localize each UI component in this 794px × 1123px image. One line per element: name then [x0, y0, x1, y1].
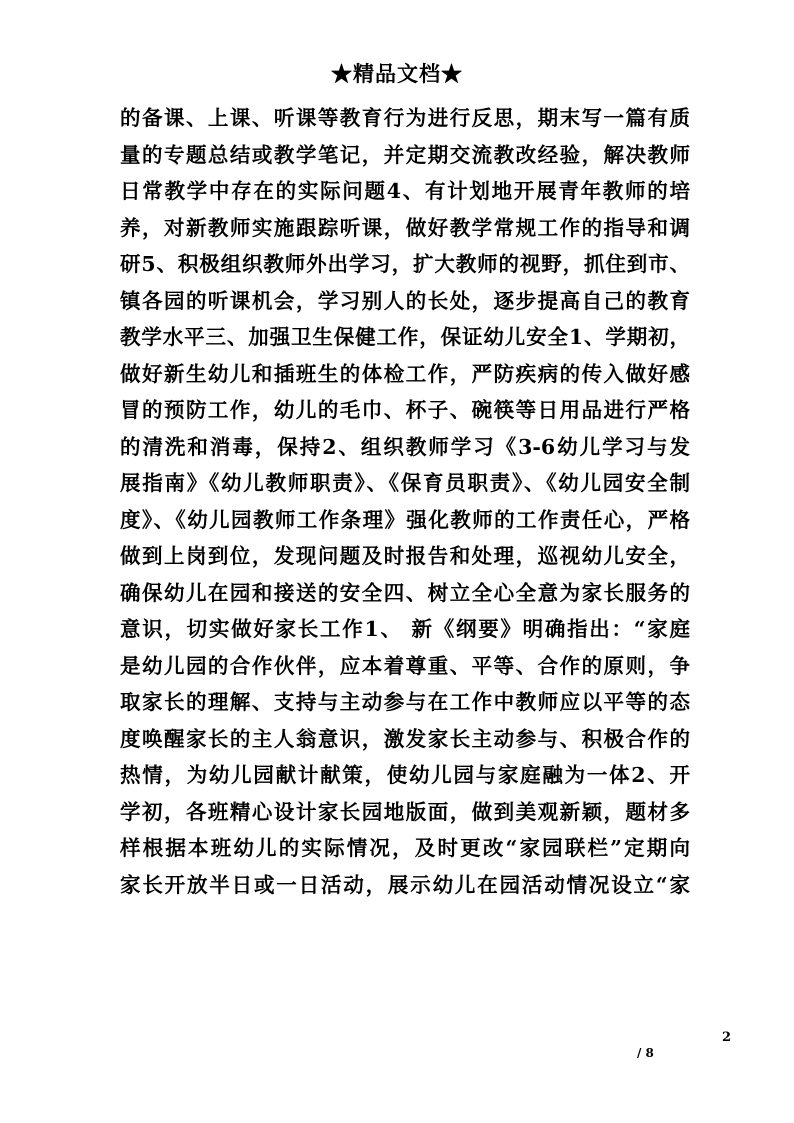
text-line: 做好新生幼儿和插班生的体检工作，严防疾病的传入做好感 — [120, 361, 690, 386]
document-body — [120, 100, 690, 903]
text-line: 意识，切实做好家长工作1、 新《纲要》明确指出：“家庭 — [120, 617, 690, 641]
text-line: 量的专题总结或教学笔记，并定期交流教改经验，解决教师 — [120, 142, 690, 167]
text-line: 镇各园的听课机会，学习别人的长处，逐步提高自己的教育 — [120, 288, 690, 313]
text-line: 是幼儿园的合作伙伴，应本着尊重、平等、合作的原则，争 — [120, 653, 690, 678]
text-line: 展指南》《幼儿教师职责》、《保育员职责》、《幼儿园安全制 — [120, 471, 690, 495]
text-line: 度》、《幼儿园教师工作条理》强化教师的工作责任心，严格 — [120, 507, 690, 532]
text-line: 日常教学中存在的实际问题4、有计划地开展青年教师的培 — [120, 179, 690, 203]
text-line: 样根据本班幼儿的实际情况，及时更改“家园联栏”定期向 — [120, 836, 690, 860]
text-line: 的备课、上课、听课等教育行为进行反思，期末写一篇有质 — [120, 106, 690, 130]
text-line: 家长开放半日或一日活动，展示幼儿在园活动情况设立“家 — [120, 872, 690, 897]
text-line: 教学水平三、加强卫生保健工作，保证幼儿安全1、学期初， — [120, 325, 690, 349]
page-total: / 8 — [637, 1046, 654, 1060]
text-line: 热情，为幼儿园献计献策，使幼儿园与家庭融为一体2、开 — [120, 763, 690, 787]
text-line: 的清洗和消毒，保持2、组织教师学习《3-6幼儿学习与发 — [120, 434, 690, 459]
text-line: 确保幼儿在园和接送的安全四、树立全心全意为家长服务的 — [120, 580, 690, 605]
page-header-title: ★精品文档★ — [331, 61, 463, 86]
text-line: 做到上岗到位，发现问题及时报告和处理，巡视幼儿安全， — [120, 544, 690, 568]
text-line: 取家长的理解、支持与主动参与在工作中教师应以平等的态 — [120, 690, 690, 714]
text-line: 研5、积极组织教师外出学习，扩大教师的视野，抓住到市、 — [120, 252, 690, 276]
text-line: 学初，各班精心设计家长园地版面，做到美观新颖，题材多 — [120, 799, 690, 824]
page-number: 2 — [722, 1030, 732, 1045]
text-line: 度唤醒家长的主人翁意识，激发家长主动参与、积极合作的 — [120, 726, 690, 751]
text-line: 养，对新教师实施跟踪听课，做好教学常规工作的指导和调 — [120, 215, 690, 240]
text-line: 冒的预防工作，幼儿的毛巾、杯子、碗筷等日用品进行严格 — [120, 398, 690, 422]
